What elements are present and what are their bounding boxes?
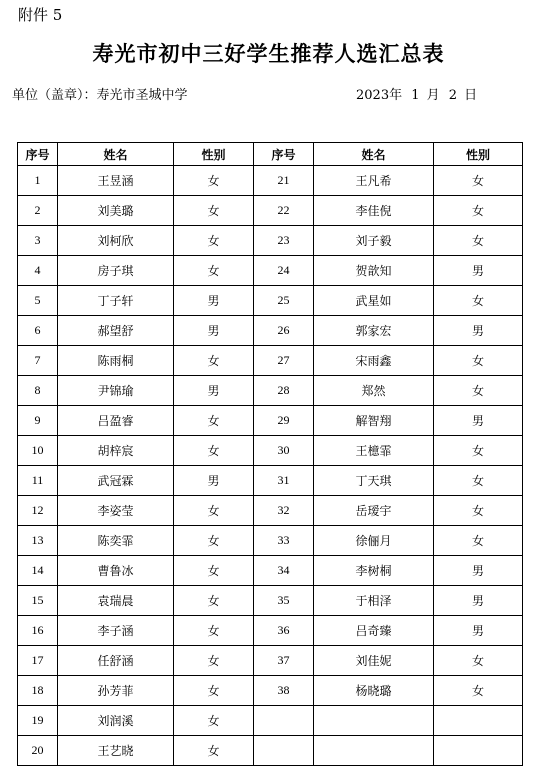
gender-right: 男 — [434, 616, 523, 646]
gender-right: 女 — [434, 436, 523, 466]
table-row — [18, 346, 523, 376]
student-name-left: 刘柯欣 — [58, 226, 174, 256]
student-name-left: 胡梓宸 — [58, 436, 174, 466]
gender-right: 男 — [434, 556, 523, 586]
table-row — [18, 436, 523, 466]
date-month: 1 月 — [411, 88, 440, 103]
document-title: 寿光市初中三好学生推荐人选汇总表 — [92, 42, 445, 66]
student-name-left: 房子琪 — [58, 256, 174, 286]
row-number-left: 6 — [18, 316, 58, 346]
row-number-right: 35 — [254, 586, 314, 616]
gender-left: 女 — [174, 406, 254, 436]
student-name-right: 郑然 — [314, 376, 434, 406]
gender-left: 女 — [174, 436, 254, 466]
student-name-left: 任舒涵 — [58, 646, 174, 676]
gender-left: 女 — [174, 346, 254, 376]
header-name-left: 姓名 — [58, 143, 174, 166]
header-gender-left: 性别 — [174, 143, 254, 166]
table-row — [18, 286, 523, 316]
row-number-right: 34 — [254, 556, 314, 586]
attachment-label: 附件 5 — [18, 6, 63, 24]
row-number-right: 24 — [254, 256, 314, 286]
gender-left: 男 — [174, 316, 254, 346]
gender-left: 女 — [174, 166, 254, 196]
gender-left: 女 — [174, 526, 254, 556]
row-number-left: 10 — [18, 436, 58, 466]
gender-right: 女 — [434, 286, 523, 316]
student-name-left: 陈奕霏 — [58, 526, 174, 556]
student-name-right: 徐俪月 — [314, 526, 434, 556]
student-name-left: 吕盈睿 — [58, 406, 174, 436]
table-row — [18, 706, 523, 736]
student-name-right: 郭家宏 — [314, 316, 434, 346]
row-number-left: 3 — [18, 226, 58, 256]
table-row — [18, 406, 523, 436]
student-name-left: 陈雨桐 — [58, 346, 174, 376]
row-number-left: 16 — [18, 616, 58, 646]
student-name-right — [314, 736, 434, 766]
row-number-left: 15 — [18, 586, 58, 616]
row-number-right: 26 — [254, 316, 314, 346]
row-number-right: 32 — [254, 496, 314, 526]
row-number-right: 25 — [254, 286, 314, 316]
gender-right — [434, 736, 523, 766]
gender-left: 女 — [174, 676, 254, 706]
gender-left: 女 — [174, 226, 254, 256]
table-row — [18, 376, 523, 406]
row-number-left: 12 — [18, 496, 58, 526]
gender-right: 男 — [434, 406, 523, 436]
row-number-right: 38 — [254, 676, 314, 706]
student-name-left: 丁子轩 — [58, 286, 174, 316]
student-name-left: 刘美璐 — [58, 196, 174, 226]
gender-left: 女 — [174, 196, 254, 226]
row-number-right: 22 — [254, 196, 314, 226]
row-number-left: 18 — [18, 676, 58, 706]
student-name-right: 武星如 — [314, 286, 434, 316]
row-number-left: 19 — [18, 706, 58, 736]
student-name-right: 刘佳妮 — [314, 646, 434, 676]
gender-right: 男 — [434, 586, 523, 616]
student-name-right: 贺歆知 — [314, 256, 434, 286]
student-name-left: 李子涵 — [58, 616, 174, 646]
student-name-right: 解智翔 — [314, 406, 434, 436]
table-row — [18, 556, 523, 586]
table-header-row — [18, 143, 523, 166]
roster-body — [18, 166, 523, 766]
student-name-right: 丁天琪 — [314, 466, 434, 496]
table-row — [18, 676, 523, 706]
student-name-right — [314, 706, 434, 736]
table-row — [18, 586, 523, 616]
table-row — [18, 616, 523, 646]
gender-right: 男 — [434, 256, 523, 286]
table-row — [18, 496, 523, 526]
gender-right: 女 — [434, 676, 523, 706]
row-number-left: 7 — [18, 346, 58, 376]
student-name-left: 李姿莹 — [58, 496, 174, 526]
roster-table — [17, 142, 523, 766]
header-gender-right: 性别 — [434, 143, 523, 166]
student-name-right: 宋雨鑫 — [314, 346, 434, 376]
student-name-right: 杨晓璐 — [314, 676, 434, 706]
row-number-right: 36 — [254, 616, 314, 646]
gender-right: 女 — [434, 376, 523, 406]
gender-right — [434, 706, 523, 736]
table-row — [18, 226, 523, 256]
gender-left: 男 — [174, 376, 254, 406]
row-number-left: 1 — [18, 166, 58, 196]
date-line — [356, 84, 479, 103]
gender-right: 女 — [434, 166, 523, 196]
gender-right: 女 — [434, 226, 523, 256]
row-number-left: 14 — [18, 556, 58, 586]
table-row — [18, 316, 523, 346]
gender-right: 女 — [434, 346, 523, 376]
row-number-right — [254, 706, 314, 736]
row-number-right: 21 — [254, 166, 314, 196]
gender-right: 女 — [434, 526, 523, 556]
gender-right: 女 — [434, 466, 523, 496]
header-name-right: 姓名 — [314, 143, 434, 166]
gender-right: 女 — [434, 196, 523, 226]
student-name-left: 王艺晓 — [58, 736, 174, 766]
row-number-right: 37 — [254, 646, 314, 676]
date-year: 2023年 — [356, 88, 403, 103]
gender-left: 男 — [174, 286, 254, 316]
student-name-right: 吕奇臻 — [314, 616, 434, 646]
row-number-left: 9 — [18, 406, 58, 436]
row-number-left: 5 — [18, 286, 58, 316]
gender-left: 女 — [174, 706, 254, 736]
student-name-right: 李树桐 — [314, 556, 434, 586]
student-name-right: 王凡希 — [314, 166, 434, 196]
row-number-left: 13 — [18, 526, 58, 556]
table-row — [18, 256, 523, 286]
table-row — [18, 166, 523, 196]
student-name-left: 郝望舒 — [58, 316, 174, 346]
row-number-right: 33 — [254, 526, 314, 556]
student-name-right: 王檍霏 — [314, 436, 434, 466]
header-number-left: 序号 — [18, 143, 58, 166]
gender-left: 女 — [174, 736, 254, 766]
student-name-right: 李佳倪 — [314, 196, 434, 226]
table-row — [18, 646, 523, 676]
gender-left: 男 — [174, 466, 254, 496]
row-number-left: 17 — [18, 646, 58, 676]
row-number-right: 29 — [254, 406, 314, 436]
row-number-right: 31 — [254, 466, 314, 496]
header-number-right: 序号 — [254, 143, 314, 166]
unit-line: 单位（盖章）：寿光市圣城中学 — [12, 88, 188, 103]
gender-right: 女 — [434, 496, 523, 526]
student-name-left: 曹鲁冰 — [58, 556, 174, 586]
table-row — [18, 736, 523, 766]
table-row — [18, 466, 523, 496]
student-name-left: 袁瑞晨 — [58, 586, 174, 616]
student-name-left: 尹锦瑜 — [58, 376, 174, 406]
row-number-right — [254, 736, 314, 766]
row-number-left: 2 — [18, 196, 58, 226]
row-number-left: 4 — [18, 256, 58, 286]
row-number-right: 28 — [254, 376, 314, 406]
gender-left: 女 — [174, 616, 254, 646]
row-number-right: 27 — [254, 346, 314, 376]
gender-left: 女 — [174, 556, 254, 586]
gender-left: 女 — [174, 496, 254, 526]
student-name-left: 王昱涵 — [58, 166, 174, 196]
student-name-right: 岳瑷宇 — [314, 496, 434, 526]
row-number-left: 8 — [18, 376, 58, 406]
table-row — [18, 196, 523, 226]
row-number-right: 23 — [254, 226, 314, 256]
gender-left: 女 — [174, 586, 254, 616]
row-number-left: 20 — [18, 736, 58, 766]
table-row — [18, 526, 523, 556]
student-name-left: 武冠霖 — [58, 466, 174, 496]
student-name-left: 孙芳菲 — [58, 676, 174, 706]
gender-right: 男 — [434, 316, 523, 346]
date-day: 2 日 — [448, 88, 478, 103]
row-number-left: 11 — [18, 466, 58, 496]
gender-left: 女 — [174, 646, 254, 676]
student-name-right: 于相泽 — [314, 586, 434, 616]
gender-left: 女 — [174, 256, 254, 286]
gender-right: 女 — [434, 646, 523, 676]
student-name-right: 刘子毅 — [314, 226, 434, 256]
row-number-right: 30 — [254, 436, 314, 466]
student-name-left: 刘润溪 — [58, 706, 174, 736]
